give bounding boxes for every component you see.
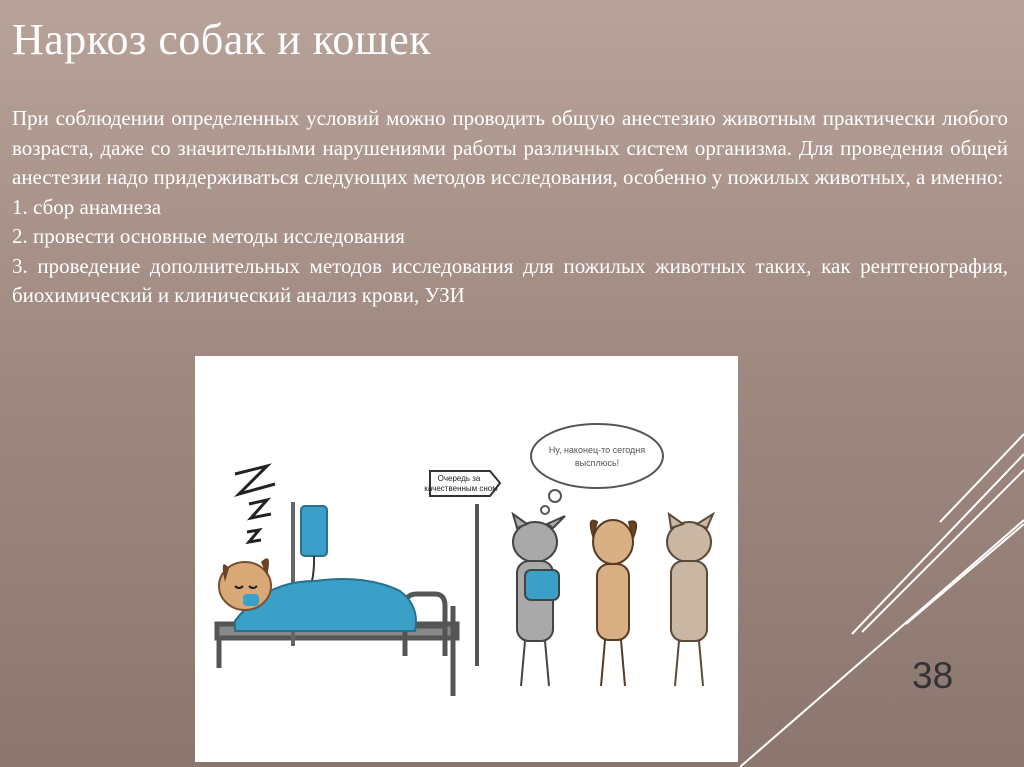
decorative-lines (740, 420, 1024, 767)
sleep-z-icon (235, 466, 275, 542)
slide-title: Наркоз собак и кошек (12, 15, 432, 64)
sleeping-dog (219, 558, 271, 610)
speech-bubble (531, 424, 663, 514)
bubble-line-1: Ну, наконец-то сегодня (548, 445, 646, 455)
list-item: 2. провести основные методы исследования (12, 224, 405, 248)
list-item: 3. проведение дополнительных методов исследования для пожилых животных таких, как рентгенография, биохимический и клинический анализ крови, УЗИ (12, 253, 1008, 307)
standing-dog (591, 520, 636, 686)
gray-cat (513, 514, 565, 686)
slide-body (12, 104, 1008, 311)
beige-cat (667, 514, 713, 686)
page-number: 38 (912, 655, 954, 696)
bubble-line-2: высплюсь! (574, 458, 620, 468)
intro-paragraph: При соблюдении определенных условий можно проводить общую анестезию животным практически любого возраста, даже со значительными нарушениями работы различных систем организма. Для проведения общей анестезии надо придерживаться следующих методов исследования, особенно у пожилых животных, а именно: (12, 106, 1008, 189)
sign-line-2: качественным сном (424, 484, 498, 493)
list-item: 1. сбор анамнеза (12, 194, 162, 219)
cartoon-illustration (195, 356, 738, 762)
sign-line-1: Очередь за (437, 474, 481, 483)
